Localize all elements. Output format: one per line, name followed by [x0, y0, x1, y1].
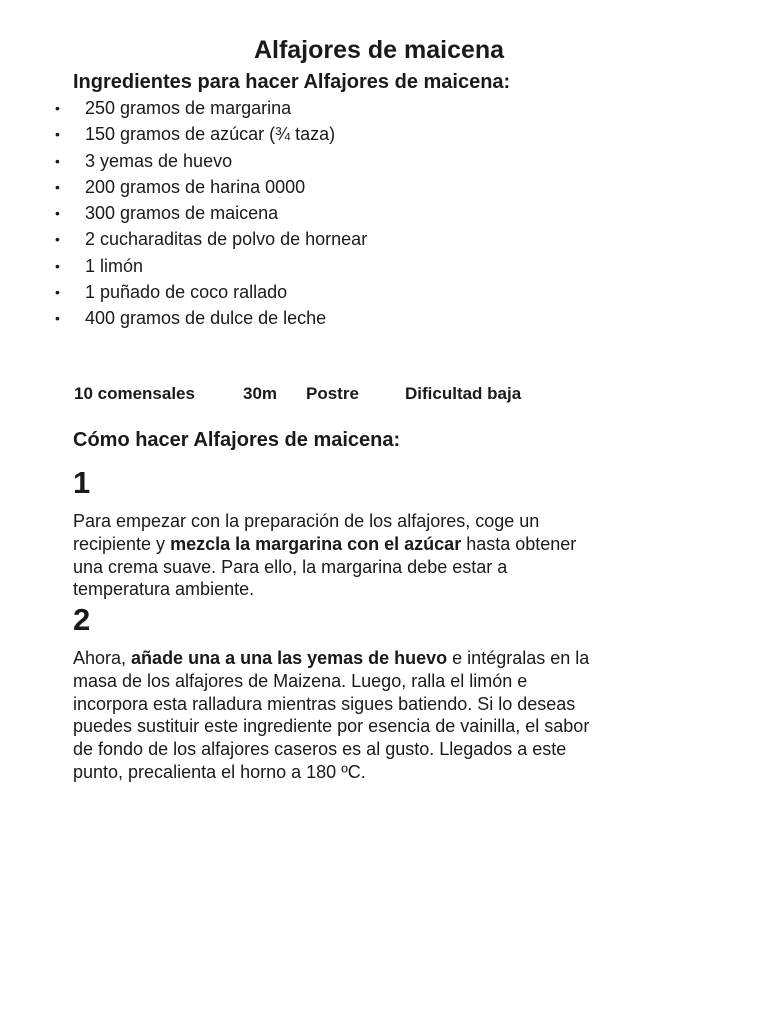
- how-to-heading: Cómo hacer Alfajores de maicena:: [73, 429, 401, 451]
- step-text: [73, 647, 673, 784]
- step-line: Ahora,: [73, 648, 132, 668]
- ingredient-text: 300 gramos de maicena: [85, 203, 279, 224]
- bullet-icon: •: [55, 152, 60, 169]
- bullet-icon: •: [55, 257, 60, 274]
- step-line: masa de los alfajores de Maizena. Luego, ralla el limón e: [73, 670, 528, 691]
- bullet-icon: •: [55, 100, 60, 116]
- ingredient-text: 3 yemas de huevo: [85, 150, 233, 171]
- ingredient-item: [0, 95, 367, 121]
- step-text: [73, 510, 673, 601]
- bullet-icon: •: [55, 231, 60, 248]
- step-line: Para empezar con la preparación de los alfajores, coge un: [73, 511, 540, 531]
- ingredient-text: 200 gramos de harina 0000: [85, 176, 306, 197]
- ingredient-item: [0, 148, 367, 174]
- step-line: temperatura ambiente.: [73, 579, 255, 600]
- bullet-icon: •: [55, 126, 60, 143]
- ingredient-item: [0, 305, 367, 331]
- ingredient-text: 250 gramos de margarina: [85, 98, 292, 118]
- bullet-icon: •: [55, 310, 60, 327]
- ingredient-text: 150 gramos de azúcar (¾ taza): [85, 124, 336, 145]
- ingredient-text: 1 limón: [85, 255, 144, 276]
- ingredient-text: 2 cucharaditas de polvo de hornear: [85, 229, 368, 250]
- ingredient-text: 1 puñado de coco rallado: [85, 282, 288, 303]
- step-highlight: añade una a una las yemas de huevo: [131, 648, 448, 668]
- step-highlight: mezcla la margarina con el azúcar: [170, 533, 462, 554]
- category-label: Postre: [306, 384, 359, 403]
- ingredient-item: [0, 121, 367, 147]
- step-line: hasta obtener: [461, 533, 577, 554]
- bullet-icon: •: [55, 178, 60, 195]
- ingredient-text: 400 gramos de dulce de leche: [85, 308, 327, 329]
- step-line: una crema suave. Para ello, la margarina debe estar a: [73, 556, 508, 577]
- ingredient-item: [0, 253, 367, 279]
- step-line: e intégralas en la: [447, 648, 590, 668]
- step-number: 1: [73, 465, 91, 500]
- ingredient-item: [0, 200, 367, 226]
- ingredient-item: [0, 279, 367, 305]
- step-line: puedes sustituir este ingrediente por esencia de vainilla, el sabor: [73, 716, 590, 737]
- ingredients-heading: Ingredientes para hacer Alfajores de maicena:: [73, 71, 511, 93]
- step-number: 2: [73, 602, 91, 637]
- bullet-icon: •: [55, 284, 60, 301]
- recipe-title: Alfajores de maicena: [253, 36, 505, 64]
- ingredient-item: [0, 174, 367, 200]
- step-line: incorpora esta ralladura mientras sigues batiendo. Si lo deseas: [73, 693, 576, 714]
- difficulty-label: Dificultad baja: [405, 384, 522, 403]
- ingredient-item: [0, 226, 367, 252]
- step-line: de fondo de los alfajores caseros es al gusto. Llegados a este: [73, 739, 567, 760]
- step-line: recipiente y: [73, 533, 171, 554]
- bullet-icon: •: [55, 205, 60, 222]
- ingredients-list: [0, 95, 367, 332]
- servings-label: 10 comensales: [74, 384, 195, 403]
- time-label: 30m: [243, 384, 278, 403]
- step-line: punto, precalienta el horno a 180 ºC.: [73, 761, 366, 782]
